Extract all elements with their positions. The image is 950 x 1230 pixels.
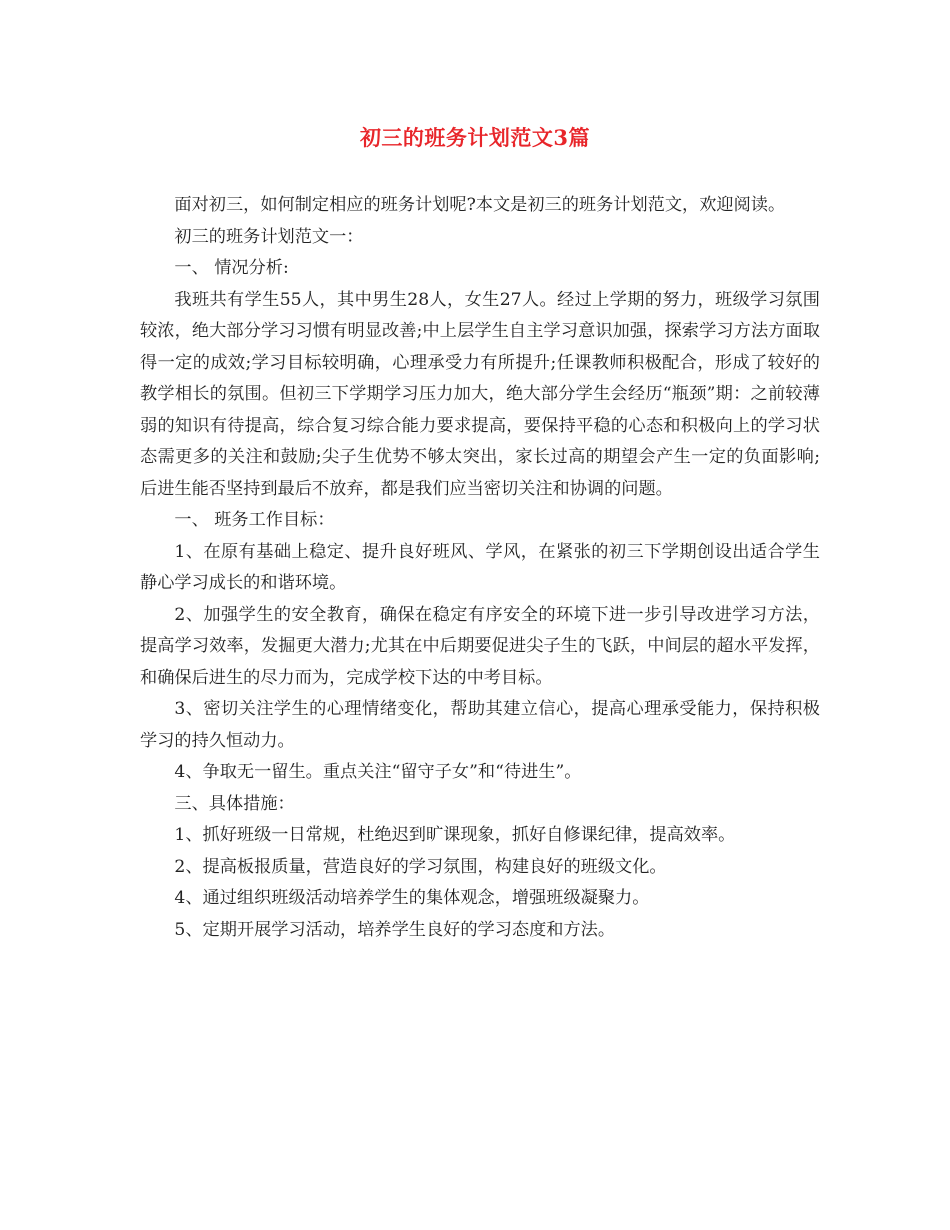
goal-item: 1、在原有基础上稳定、提升良好班风、学风，在紧张的初三下学期创设出适合学生静心学习成长的和谐环境。 [140, 541, 820, 593]
subheading-goals: 一、 班务工作目标： [174, 510, 335, 530]
measure-item: 2、提高板报质量，营造良好的学习氛围，构建良好的班级文化。 [174, 856, 667, 877]
measure-item: 1、抓好班级一日常规，杜绝迟到旷课现象，抓好自修课纪律，提高效率。 [174, 825, 736, 845]
measure-item: 4、通过组织班级活动培养学生的集体观念，增强班级凝聚力。 [174, 888, 650, 908]
subheading-measures: 三、具体措施： [174, 793, 295, 814]
measure-item: 5、定期开展学习活动，培养学生良好的学习态度和方法。 [174, 919, 616, 940]
goal-item: 3、密切关注学生的心理情绪变化，帮助其建立信心，提高心理承受能力，保持积极学习的持久恒动力。 [140, 699, 820, 751]
goal-item: 2、加强学生的安全教育，确保在稳定有序安全的环境下进一步引导改进学习方法，提高学习效率，发掘更大潜力;尤其在中后期要促进尖子生的飞跃，中间层的超水平发挥，和确保后进生的尽力而为，完成学校下达的中考目标。 [140, 604, 820, 688]
goal-item: 4、争取无一留生。重点关注“留守子女”和“待进生”。 [174, 762, 582, 782]
body-paragraph: 我班共有学生55人，其中男生28人，女生27人。经过上学期的努力，班级学习氛围较浓，绝大部分学习习惯有明显改善;中上层学生自主学习意识加强，探索学习方法方面取得一定的成效;学习目标较明确，心理承受力有所提升;任课教师积极配合，形成了较好的教学相长的氛围。但初三下学期学习压力加大，绝大部分学生会经历“瓶颈”期：之前较薄弱的知识有待提高，综合复习综合能力要求提高，要保持平稳的心态和积极向上的学习状态需更多的关注和鼓励;尖子生优势不够太突出，家长过高的期望会产生一定的负面影响;后进生能否坚持到最后不放弃，都是我们应当密切关注和协调的问题。 [140, 289, 820, 499]
section-heading: 初三的班务计划范文一： [174, 226, 364, 247]
intro-paragraph: 面对初三，如何制定相应的班务计划呢?本文是初三的班务计划范文，欢迎阅读。 [174, 195, 786, 215]
subheading-situation: 一、 情况分析: [174, 258, 289, 278]
document-body [140, 190, 820, 946]
document-title: 初三的班务计划范文3篇 [359, 125, 591, 150]
